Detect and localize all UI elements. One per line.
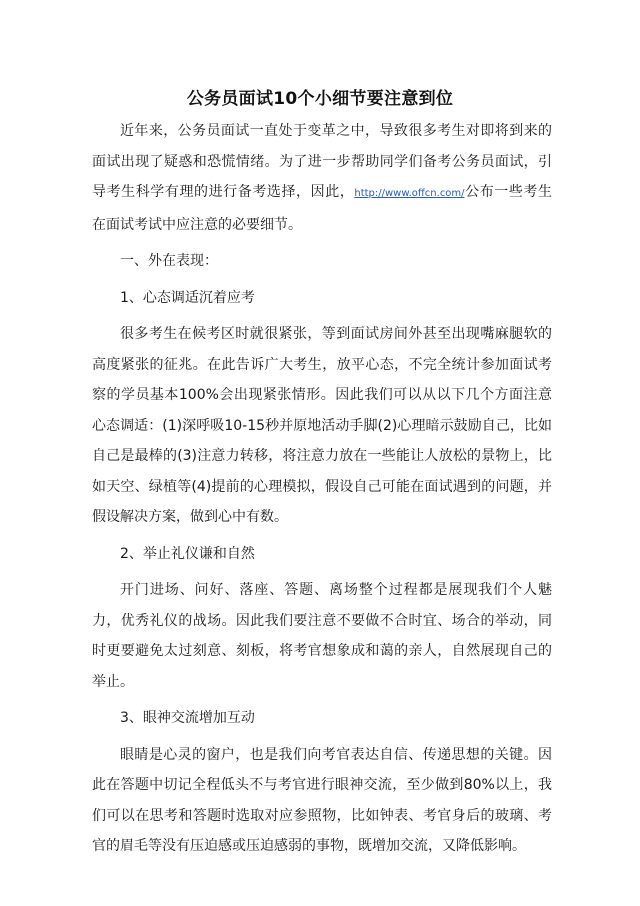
paragraph-eye-contact: 眼睛是心灵的窗户，也是我们向考官表达自信、传递思想的关键。因此在答题中切记全程低头不与考官进行眼神交流，至少做到80%以上，我们可以在思考和答题时选取对应参照物，比如钟表、考官身后的玻璃、考官的眉毛等没有压迫感或压迫感弱的事物，既增加交流，又降低影响。 [92,746,552,854]
offcn-link[interactable]: http://www.offcn.com/ [354,188,465,199]
paragraph-etiquette: 开门进场、问好、落座、答题、离场整个过程都是展现我们个人魅力，优秀礼仪的战场。因此我们要注意不要做不合时宜、场合的举动，同时更要避免太过刻意、刻板，将考官想象成和蔼的亲人，自然展现自己的举止。 [92,582,552,690]
intro-text-part2: 公布一些考生在面试考试中应注意的必要细节。 [92,184,552,233]
intro-paragraph [92,116,552,240]
paragraph-mindset: 很多考生在候考区时就很紧张，等到面试房间外甚至出现嘴麻腿软的高度紧张的征兆。在此告诉广大考生，放平心态，不完全统计参加面试考察的学员基本100%会出现紧张情形。因此我们可以从以下几个方面注意心态调适：(1)深呼吸10-15秒并原地活动手脚(2)心理暗示鼓励自己，比如自己是最棒的(3)注意力转移，将注意力放在一些能让人放松的景物上，比如天空、绿植等(4)提前的心理模拟，假设自己可能在面试遇到的问题，并假设解决方案，做到心中有数。 [92,326,552,525]
section-heading-external: 一、外在表现： [120,253,218,269]
subsection-heading-etiquette: 2、举止礼仪谦和自然 [120,545,255,562]
subsection-heading-mindset: 1、心态调适沉着应考 [120,289,255,306]
document-title: 公务员面试10个小细节要注意到位 [186,89,454,109]
intro-text-part1: 近年来，公务员面试一直处于变革之中，导致很多考生对即将到来的面试出现了疑惑和恐慌情绪。为了进一步帮助同学们备考公务员面试，引导考生科学有理的进行备考选择，因此， [92,123,552,200]
document-body [92,116,552,868]
subsection-heading-eye-contact: 3、眼神交流增加互动 [120,710,255,726]
